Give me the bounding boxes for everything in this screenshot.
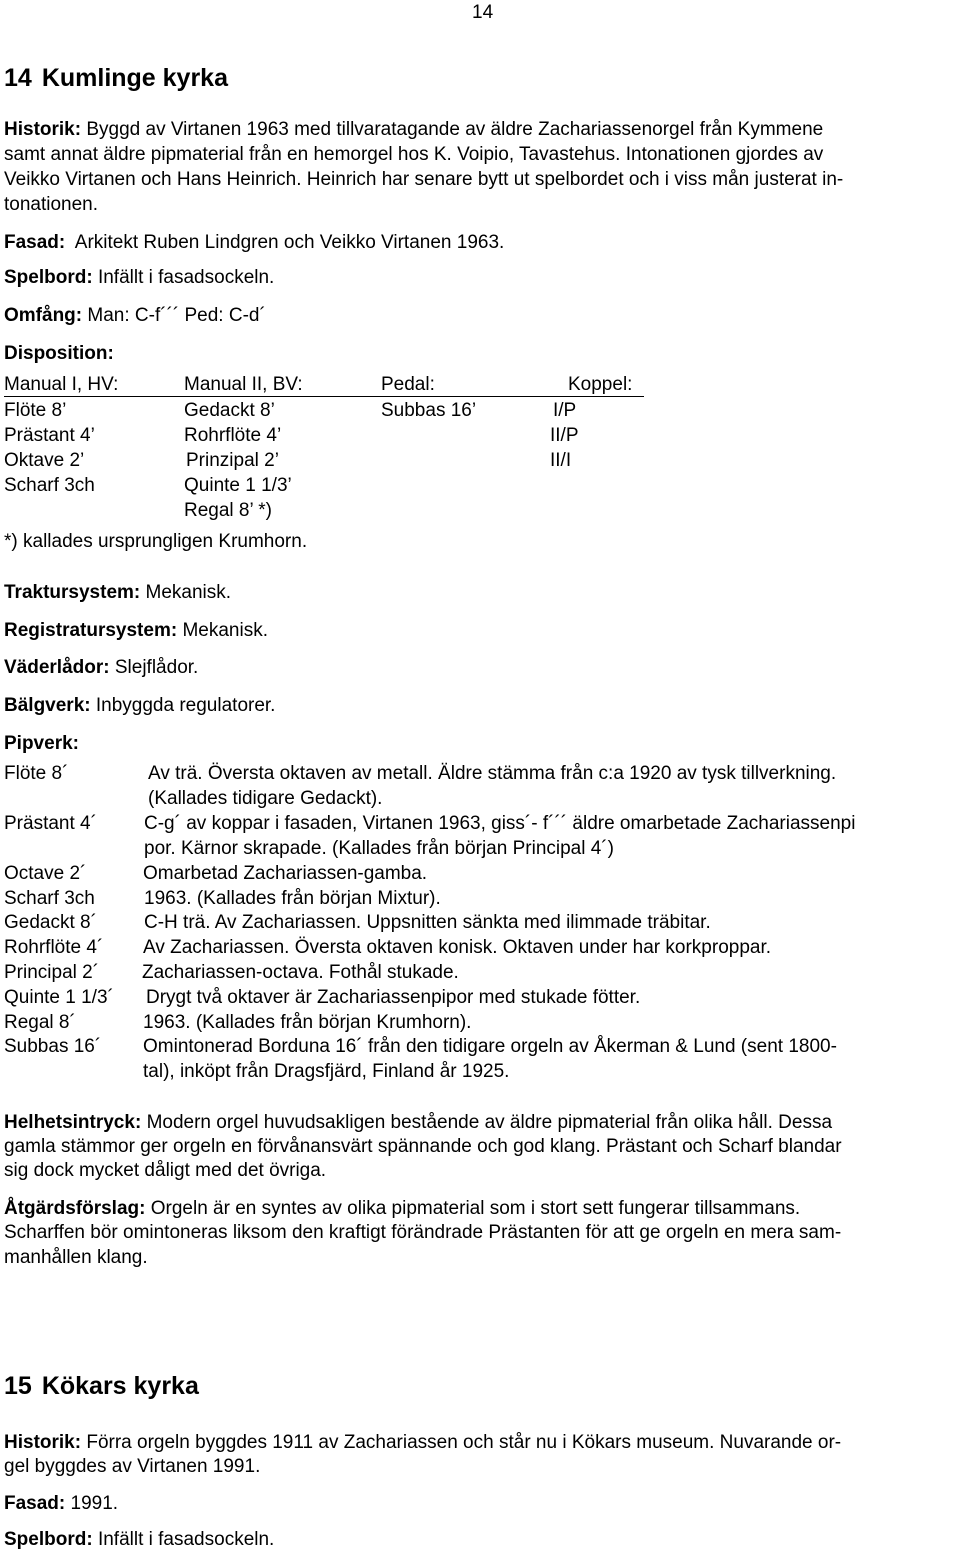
section-14-heading bbox=[4, 64, 228, 93]
pipe-desc: Zachariassen-octava. Fothål stukade. bbox=[142, 962, 459, 983]
historik-line-4: tonationen. bbox=[4, 194, 99, 215]
spelbord-line bbox=[4, 267, 274, 289]
disp-pedal-stop: Subbas 16’ bbox=[381, 400, 477, 421]
pipe-desc: Drygt två oktaver är Zachariassenpipor med stukade fötter. bbox=[146, 987, 641, 1008]
section-15-heading bbox=[4, 1372, 199, 1401]
balgverk-label: Bälgverk: bbox=[4, 695, 91, 716]
pipe-desc: por. Kärnor skrapade. (Kallades från början Principal 4´) bbox=[144, 838, 614, 859]
disp-manual1-stop: Prästant 4’ bbox=[4, 425, 95, 446]
spelbord-label: Spelbord: bbox=[4, 267, 93, 288]
omfang-line bbox=[4, 305, 266, 327]
pipe-desc: (Kallades tidigare Gedackt). bbox=[148, 788, 383, 809]
historik-line-3: Veikko Virtanen och Hans Heinrich. Heinrich har senare bytt ut spelbordet och i viss mån justerat in- bbox=[4, 169, 844, 190]
historik-label: Historik: bbox=[4, 119, 82, 140]
helhet-label: Helhetsintryck: bbox=[4, 1112, 142, 1133]
section-14-number: 14 bbox=[4, 64, 32, 92]
helhet-line-3: sig dock mycket dåligt med det övriga. bbox=[4, 1160, 327, 1181]
disp-koppel: II/I bbox=[550, 450, 572, 471]
s15-spelbord-text: Infällt i fasadsockeln. bbox=[97, 1529, 275, 1550]
disp-header-manual2: Manual II, BV: bbox=[184, 374, 303, 395]
pipe-name: Scharf 3ch bbox=[4, 888, 95, 909]
pipverk-heading: Pipverk: bbox=[4, 733, 79, 754]
omfang-label: Omfång: bbox=[4, 305, 83, 326]
traktur-line bbox=[4, 582, 231, 604]
s15-historik-line-1 bbox=[4, 1432, 841, 1454]
section-14-title: Kumlinge kyrka bbox=[41, 64, 228, 92]
historik-line-1 bbox=[4, 119, 823, 141]
disposition-footnote: *) kallades ursprungligen Krumhorn. bbox=[4, 531, 308, 552]
balgverk-line bbox=[4, 695, 275, 717]
disp-manual2-stop: Regal 8’ *) bbox=[184, 500, 273, 521]
vaderlador-text: Slejflådor. bbox=[114, 657, 199, 678]
balgverk-text: Inbyggda regulatorer. bbox=[95, 695, 276, 716]
s15-fasad-line bbox=[4, 1493, 118, 1515]
s15-historik-line-2: gel byggdes av Virtanen 1991. bbox=[4, 1456, 261, 1477]
traktur-text: Mekanisk. bbox=[145, 582, 232, 603]
disp-header-underline bbox=[4, 396, 644, 397]
disp-header-manual1: Manual I, HV: bbox=[4, 374, 119, 395]
fasad-text: Arkitekt Ruben Lindgren och Veikko Virtanen 1963. bbox=[74, 232, 505, 253]
disp-manual2-stop: Prinzipal 2’ bbox=[186, 450, 279, 471]
s15-spelbord-label: Spelbord: bbox=[4, 1529, 93, 1550]
pipe-name: Prästant 4´ bbox=[4, 813, 97, 834]
pipe-desc: tal), inköpt från Dragsfjärd, Finland år 1925. bbox=[143, 1061, 510, 1082]
section-15-number: 15 bbox=[4, 1372, 32, 1400]
pipe-desc: 1963. (Kallades från början Mixtur). bbox=[144, 888, 441, 909]
disp-manual1-stop: Scharf 3ch bbox=[4, 475, 95, 496]
atgard-line-3: manhållen klang. bbox=[4, 1247, 148, 1268]
pipe-name: Gedackt 8´ bbox=[4, 912, 97, 933]
disp-header-koppel: Koppel: bbox=[568, 374, 633, 395]
registratur-label: Registratursystem: bbox=[4, 620, 178, 641]
atgard-text-1: Orgeln är en syntes av olika pipmaterial som i stort sett fungerar tillsammans. bbox=[150, 1198, 801, 1219]
helhet-line-1 bbox=[4, 1112, 832, 1134]
pipe-desc: Av Zachariassen. Översta oktaven konisk. Oktaven under har korkproppar. bbox=[143, 937, 772, 958]
pipe-desc: Omintonerad Borduna 16´ från den tidigare orgeln av Åkerman & Lund (sent 1800- bbox=[143, 1036, 837, 1057]
registratur-text: Mekanisk. bbox=[182, 620, 268, 641]
disp-manual1-stop: Oktave 2’ bbox=[4, 450, 85, 471]
disp-manual2-stop: Rohrflöte 4’ bbox=[184, 425, 282, 446]
historik-text-1: Byggd av Virtanen 1963 med tillvaratagande av äldre Zachariassenorgel från Kymmene bbox=[86, 119, 824, 140]
helhet-text-1: Modern orgel huvudsakligen bestående av äldre pipmaterial från olika håll. Dessa bbox=[146, 1112, 833, 1133]
pipe-name: Octave 2´ bbox=[4, 863, 87, 884]
omfang-text: Man: C-f´´´ Ped: C-d´ bbox=[87, 305, 266, 326]
pipe-desc: C-H trä. Av Zachariassen. Uppsnitten sänkta med ilimmade träbitar. bbox=[144, 912, 711, 933]
traktur-label: Traktursystem: bbox=[4, 582, 141, 603]
helhet-line-2: gamla stämmor ger orgeln en förvånansvärt spännande och god klang. Prästant och Scharf blandar bbox=[4, 1136, 842, 1157]
vaderlador-label: Väderlådor: bbox=[4, 657, 110, 678]
disp-manual1-stop: Flöte 8’ bbox=[4, 400, 67, 421]
disp-koppel: I/P bbox=[553, 400, 577, 421]
historik-line-2: samt annat äldre pipmaterial från en hemorgel hos K. Voipio, Tavastehus. Intonationen gjordes av bbox=[4, 144, 824, 165]
s15-historik-text-1: Förra orgeln byggdes 1911 av Zachariassen och står nu i Kökars museum. Nuvarande or- bbox=[86, 1432, 842, 1453]
pipe-name: Subbas 16´ bbox=[4, 1036, 102, 1057]
atgard-line-2: Scharffen bör omintoneras liksom den kraftigt förändrade Prästanten för att ge orgeln en mera sam- bbox=[4, 1222, 842, 1243]
section-15-title: Kökars kyrka bbox=[41, 1372, 199, 1400]
atgard-line-1 bbox=[4, 1198, 800, 1220]
disp-manual2-stop: Gedackt 8’ bbox=[184, 400, 275, 421]
disp-koppel: II/P bbox=[550, 425, 579, 446]
pipe-name: Flöte 8´ bbox=[4, 763, 69, 784]
s15-fasad-label: Fasad: bbox=[4, 1493, 66, 1514]
s15-fasad-text: 1991. bbox=[70, 1493, 119, 1514]
pipe-name: Regal 8´ bbox=[4, 1012, 76, 1033]
disp-manual2-stop: Quinte 1 1/3’ bbox=[184, 475, 292, 496]
disp-header-pedal: Pedal: bbox=[381, 374, 435, 395]
pipe-name: Rohrflöte 4´ bbox=[4, 937, 104, 958]
s15-spelbord-line bbox=[4, 1529, 274, 1551]
pipe-desc: C-g´ av koppar i fasaden, Virtanen 1963, giss´- f´´´ äldre omarbetade Zachariassenpi bbox=[144, 813, 856, 834]
atgard-label: Åtgärdsförslag: bbox=[4, 1198, 146, 1219]
fasad-label: Fasad: bbox=[4, 232, 66, 253]
pipe-desc: 1963. (Kallades från början Krumhorn). bbox=[143, 1012, 472, 1033]
spelbord-text: Infällt i fasadsockeln. bbox=[97, 267, 275, 288]
pipe-name: Quinte 1 1/3´ bbox=[4, 987, 114, 1008]
pipe-desc: Av trä. Översta oktaven av metall. Äldre stämma från c:a 1920 av tysk tillverkning. bbox=[148, 763, 837, 784]
fasad-line bbox=[4, 232, 504, 254]
page-number: 14 bbox=[472, 2, 494, 23]
disposition-heading: Disposition: bbox=[4, 343, 114, 364]
pipe-desc: Omarbetad Zachariassen-gamba. bbox=[143, 863, 428, 884]
registratur-line bbox=[4, 620, 268, 642]
s15-historik-label: Historik: bbox=[4, 1432, 82, 1453]
pipe-name: Principal 2´ bbox=[4, 962, 100, 983]
vaderlador-line bbox=[4, 657, 198, 679]
